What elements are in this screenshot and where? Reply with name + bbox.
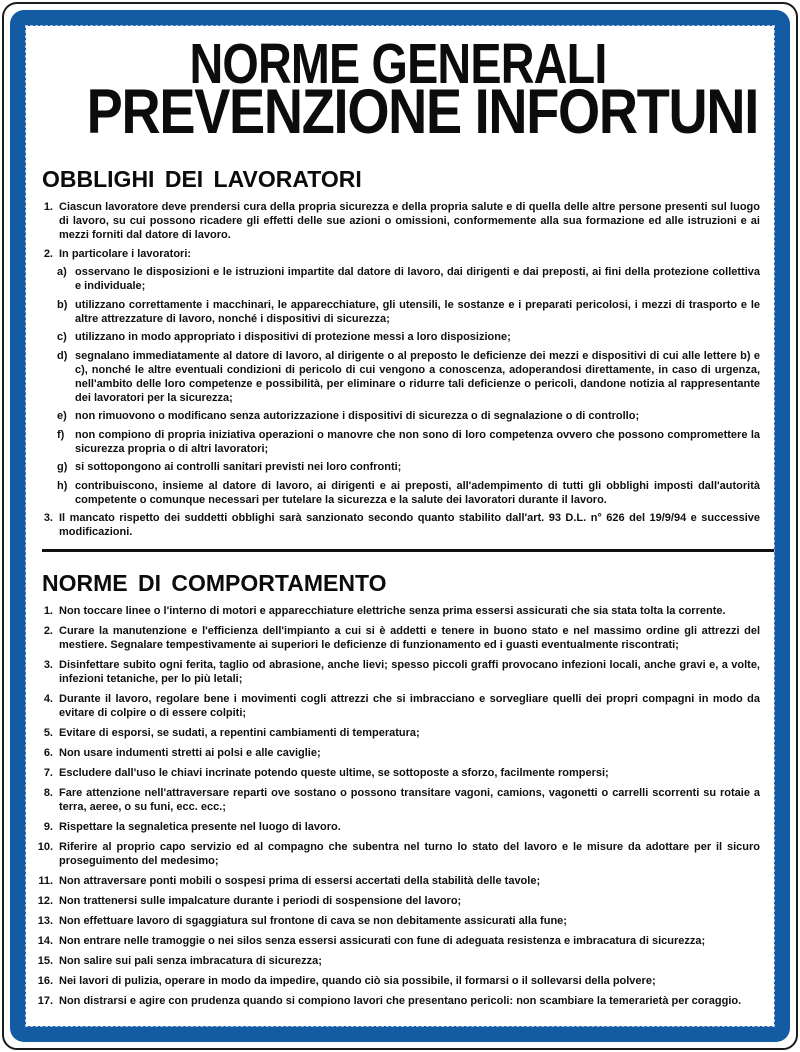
rules-list bbox=[36, 200, 760, 539]
section-divider bbox=[42, 549, 774, 552]
list-item bbox=[36, 766, 760, 780]
list-item bbox=[36, 840, 760, 868]
list-item bbox=[36, 247, 760, 261]
item-number: 1. bbox=[43, 201, 53, 213]
item-number: 2. bbox=[43, 247, 53, 260]
list-item bbox=[36, 349, 760, 405]
item-text: In particolare i lavoratori: bbox=[59, 247, 192, 260]
list-item bbox=[36, 726, 760, 740]
item-text: utilizzano correttamente i macchinari, le apparecchiature, gli utensili, le sostanze e i preparati pericolosi, i mezzi di trasporto e le altre attrezzature di lavoro, nonché i dispositivi di sicurezza; bbox=[75, 298, 760, 325]
list-item bbox=[36, 265, 760, 293]
item-text: segnalano immediatamente al datore di lavoro, al dirigente o al preposto le deficienze dei mezzi e dispositivi di cui alle lettere b) e c), nonché le altre eventuali condizioni di pericolo di cui vengono a conoscenza, adoperandosi direttamente, in caso di urgenza, nell'ambito delle loro competenze e possibilità, per eliminare o ridurre tali deficienze o pericoli, dandone notizia al rappresentante dei lavoratori per la sicurezza; bbox=[75, 349, 760, 404]
item-text: Nei lavori di pulizia, operare in modo da impedire, quando ciò sia possibile, il formarsi o il sollevarsi della polvere; bbox=[59, 975, 656, 987]
item-text: Non trattenersi sulle impalcature durante i periodi di sospensione del lavoro; bbox=[59, 895, 462, 907]
list-item bbox=[36, 914, 760, 928]
list-item bbox=[36, 409, 760, 423]
item-number: 3. bbox=[43, 659, 53, 671]
section-heading: OBBLIGHI DEI LAVORATORI bbox=[42, 166, 362, 192]
item-number: 2. bbox=[43, 625, 53, 637]
list-item bbox=[36, 974, 760, 988]
list-item bbox=[36, 786, 760, 814]
item-text: osservano le disposizioni e le istruzioni impartite dal datore di lavoro, dai dirigenti e dai preposti, ai fini della protezione collettiva e individuale; bbox=[75, 266, 760, 292]
list-item bbox=[36, 330, 760, 344]
item-number: 7. bbox=[43, 767, 53, 779]
section-heading: NORME DI COMPORTAMENTO bbox=[42, 570, 387, 596]
item-text: Non entrare nelle tramoggie o nei silos senza essersi assicurati con fune di adeguata resistenza e imbracatura di sicurezza; bbox=[59, 935, 706, 947]
item-text: si sottopongono ai controlli sanitari previsti nei loro confronti; bbox=[75, 461, 402, 473]
item-text: Riferire al proprio capo servizio ed al compagno che subentra nel turno lo stato del lavoro e le misure da adottare per il sicuro proseguimento del medesimo; bbox=[59, 841, 760, 867]
list-item bbox=[36, 994, 760, 1008]
item-text: non rimuovono o modificano senza autorizzazione i dispositivi di sicurezza o di segnalazione o di controllo; bbox=[75, 410, 640, 422]
item-number: c) bbox=[57, 331, 67, 343]
item-number: g) bbox=[57, 461, 68, 473]
item-text: Non distrarsi e agire con prudenza quando si compiono lavori che presentano pericoli: non scambiare la temerarietà per coraggio. bbox=[59, 995, 742, 1007]
list-item bbox=[36, 894, 760, 908]
item-text: contribuiscono, insieme al datore di lavoro, ai dirigenti e ai preposti, all'adempimento di tutti gli obblighi imposti dall'autorità competente o comunque necessari per tutelare la sicurezza e la salute dei lavoratori durante il lavoro. bbox=[75, 479, 760, 506]
section-obblighi-dei-lavoratori bbox=[36, 167, 760, 539]
item-number: h) bbox=[57, 479, 68, 492]
list-item bbox=[36, 746, 760, 760]
item-number: 17. bbox=[37, 995, 53, 1007]
item-number: 10. bbox=[37, 841, 53, 853]
section-norme-di-comportamento bbox=[36, 571, 760, 1008]
item-number: 12. bbox=[37, 895, 53, 907]
item-text: utilizzano in modo appropriato i dispositivi di protezione messi a loro disposizione; bbox=[75, 331, 511, 343]
list-item bbox=[36, 604, 760, 618]
item-number: 9. bbox=[43, 821, 53, 833]
item-text: non compiono di propria iniziativa operazioni o manovre che non sono di loro competenza ovvero che possono compromettere la sicurezza propria o di altri lavoratori; bbox=[75, 428, 760, 455]
item-number: 5. bbox=[43, 727, 53, 739]
item-number: 8. bbox=[43, 787, 53, 799]
item-text: Fare attenzione nell'attraversare reparti ove sostano o possono transitare vagoni, camions, vagonetti o carrelli scorrenti su rotaie a terra, aeree, o su funi, ecc. ecc.; bbox=[59, 787, 760, 813]
item-number: e) bbox=[57, 410, 67, 422]
item-text: Non effettuare lavoro di sgaggiatura sul frontone di cava se non debitamente assicurati alla fune; bbox=[59, 915, 567, 927]
item-text: Rispettare la segnaletica presente nel luogo di lavoro. bbox=[59, 821, 341, 833]
item-text: Non toccare linee o l'interno di motori e apparecchiature elettriche senza prima essersi assicurati che sia stata tolta la corrente. bbox=[59, 605, 726, 617]
sign-title bbox=[36, 32, 760, 147]
list-item bbox=[36, 511, 760, 539]
item-number: b) bbox=[57, 298, 68, 311]
item-number: 16. bbox=[37, 975, 53, 987]
item-text: Durante il lavoro, regolare bene i movimenti cogli attrezzi che si imbracciano e sorvegliare quelli dei propri compagni in modo da evitare di colpire o di essere colpiti; bbox=[59, 693, 760, 719]
item-text: Non salire sui pali senza imbracatura di sicurezza; bbox=[59, 955, 322, 967]
sign-content bbox=[26, 26, 774, 1026]
item-text: Non usare indumenti stretti ai polsi e alle caviglie; bbox=[59, 747, 321, 759]
list-item bbox=[36, 954, 760, 968]
item-number: a) bbox=[57, 266, 67, 278]
item-number: 3. bbox=[43, 512, 53, 524]
title-line-1: NORME GENERALI bbox=[189, 32, 607, 96]
list-item bbox=[36, 298, 760, 326]
item-number: 6. bbox=[43, 747, 53, 759]
list-item bbox=[36, 460, 760, 474]
list-item bbox=[36, 200, 760, 242]
list-item bbox=[36, 624, 760, 652]
item-text: Curare la manutenzione e l'efficienza dell'impianto a cui si è addetti e tenere in buono stato e nel massimo ordine gli attrezzi del mestiere. Segnalare tempestivamente ai superiori le deficienze di funzionamento ed i guasti eventualmente riscontrati; bbox=[59, 625, 760, 651]
item-number: 15. bbox=[37, 955, 53, 967]
item-number: 1. bbox=[43, 605, 53, 617]
list-item bbox=[36, 479, 760, 507]
item-text: Evitare di esporsi, se sudati, a repentini cambiamenti di temperatura; bbox=[59, 727, 420, 739]
item-number: 11. bbox=[38, 875, 53, 887]
title-line-2: PREVENZIONE INFORTUNI bbox=[86, 77, 758, 147]
item-text: Escludere dall'uso le chiavi incrinate potendo queste ultime, se sottoposte a sforzo, facilmente rompersi; bbox=[59, 767, 609, 779]
item-text: Ciascun lavoratore deve prendersi cura della propria sicurezza e della propria salute e di quella delle altre persone presenti sul luogo di lavoro, su cui possono ricadere gli effetti delle sue azioni o omissioni, conformemente alla sua formazione ed alle istruzioni e ai mezzi forniti dal datore di lavoro. bbox=[59, 201, 760, 241]
item-number: 4. bbox=[43, 693, 53, 705]
item-number: f) bbox=[57, 428, 65, 441]
list-item bbox=[36, 874, 760, 888]
item-number: d) bbox=[57, 349, 68, 362]
list-item bbox=[36, 934, 760, 948]
item-text: Il mancato rispetto dei suddetti obblighi sarà sanzionato secondo quanto stabilito dall'art. 93 D.L. n° 626 del 19/9/94 e successive modificazioni. bbox=[59, 512, 760, 538]
list-item bbox=[36, 820, 760, 834]
item-text: Disinfettare subito ogni ferita, taglio od abrasione, anche lievi; spesso piccoli graffi provocano infezioni locali, anche gravi e, a volte, infezioni tetaniche, per lo più letali; bbox=[59, 659, 760, 685]
list-item bbox=[36, 428, 760, 456]
item-number: 13. bbox=[37, 915, 53, 927]
list-item bbox=[36, 692, 760, 720]
item-number: 14. bbox=[37, 935, 53, 947]
item-text: Non attraversare ponti mobili o sospesi prima di essersi accertati della stabilità delle tavole; bbox=[59, 875, 541, 887]
rules-list bbox=[36, 604, 760, 1008]
list-item bbox=[36, 658, 760, 686]
